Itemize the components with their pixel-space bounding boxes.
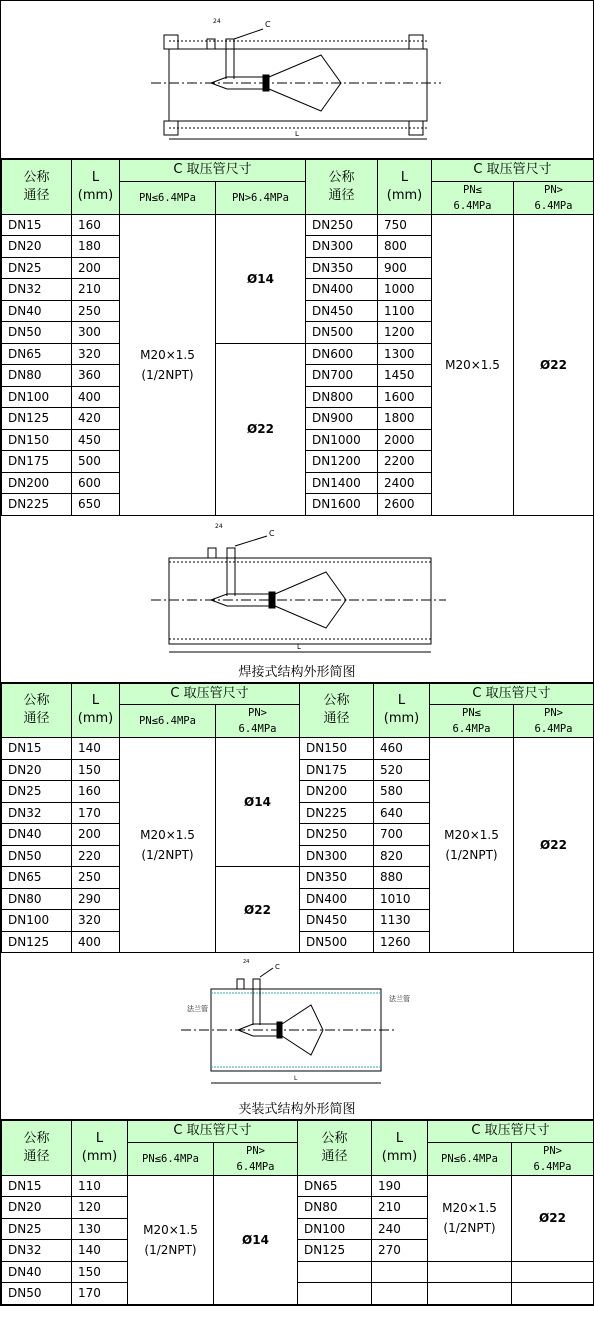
length-cell: 290 (72, 888, 120, 910)
table-row (2, 1283, 594, 1305)
header-l: L (mm) (374, 683, 430, 738)
length-cell: 1260 (374, 931, 430, 953)
dn-cell: DN500 (306, 322, 378, 344)
dim-label: 24 (213, 18, 221, 25)
length-cell: 270 (372, 1240, 428, 1262)
header-l: L (mm) (72, 160, 120, 215)
empty-cell (298, 1283, 372, 1305)
header-pn-high: PN>6.4MPa (216, 181, 306, 214)
dn-cell: DN50 (2, 1283, 72, 1305)
length-cell: 210 (72, 279, 120, 301)
header-dn: 公称 通径 (2, 1121, 72, 1176)
diameter-cell: Ø14 (216, 214, 306, 343)
dn-cell: DN350 (300, 867, 374, 889)
welded-drawing (1, 516, 593, 682)
dn-cell: DN50 (2, 322, 72, 344)
length-cell: 170 (72, 1283, 128, 1305)
length-cell: 300 (72, 322, 120, 344)
length-cell: 420 (72, 408, 120, 430)
dn-cell: DN20 (2, 1197, 72, 1219)
diameter-cell: Ø22 (216, 867, 300, 953)
dn-cell: DN400 (300, 888, 374, 910)
dn-cell: DN40 (2, 300, 72, 322)
length-cell: 750 (378, 214, 432, 236)
dn-cell: DN225 (300, 802, 374, 824)
dn-cell: DN700 (306, 365, 378, 387)
length-cell: 400 (72, 931, 120, 953)
dn-cell: DN15 (2, 1175, 72, 1197)
header-c: C 取压管尺寸 (432, 160, 594, 182)
thread-cell: M20×1.5 (1/2NPT) (120, 214, 216, 515)
header-l: L (mm) (372, 1121, 428, 1176)
dn-cell: DN15 (2, 738, 72, 760)
dn-cell: DN150 (300, 738, 374, 760)
flanged-structure-figure (1, 1, 593, 159)
dn-cell: DN65 (2, 343, 72, 365)
length-cell: 220 (72, 845, 120, 867)
welded-structure-figure (1, 516, 593, 683)
length-cell: 640 (374, 802, 430, 824)
length-cell: 170 (72, 802, 120, 824)
dn-cell: DN50 (2, 845, 72, 867)
l-label: L (295, 130, 299, 138)
dn-cell: DN150 (2, 429, 72, 451)
header-pn-low: PN≤6.4MPa (428, 1142, 512, 1175)
dn-cell: DN125 (298, 1240, 372, 1262)
dn-cell: DN32 (2, 279, 72, 301)
diameter-cell: Ø22 (512, 1175, 594, 1261)
header-dn: 公称 通径 (298, 1121, 372, 1176)
header-c: C 取压管尺寸 (430, 683, 594, 705)
clamp-drawing (1, 953, 593, 1119)
clamp-caption: 夹装式结构外形简图 (238, 1102, 356, 1117)
thread-cell: M20×1.5 (1/2NPT) (128, 1175, 214, 1304)
dn-cell: DN600 (306, 343, 378, 365)
empty-cell (428, 1283, 512, 1305)
empty-cell (298, 1261, 372, 1283)
header-pn-low: PN≤6.4MPa (128, 1142, 214, 1175)
header-pn-high: PN> 6.4MPa (214, 1142, 298, 1175)
dn-cell: DN100 (298, 1218, 372, 1240)
dn-cell: DN350 (306, 257, 378, 279)
length-cell: 160 (72, 214, 120, 236)
dn-cell: DN25 (2, 781, 72, 803)
flanged-drawing (1, 1, 593, 158)
dn-cell: DN40 (2, 824, 72, 846)
header-c: C 取压管尺寸 (428, 1121, 594, 1143)
dn-cell: DN900 (306, 408, 378, 430)
thread-cell: M20×1.5 (432, 214, 514, 515)
header-l: L (mm) (72, 1121, 128, 1176)
header-l: L (mm) (378, 160, 432, 215)
length-cell: 240 (372, 1218, 428, 1240)
header-dn: 公称 通径 (300, 683, 374, 738)
header-c: C 取压管尺寸 (128, 1121, 298, 1143)
dn-cell: DN80 (298, 1197, 372, 1219)
length-cell: 1130 (374, 910, 430, 932)
length-cell: 130 (72, 1218, 128, 1240)
header-pn-low: PN≤ 6.4MPa (432, 181, 514, 214)
dn-cell: DN400 (306, 279, 378, 301)
dn-cell: DN20 (2, 759, 72, 781)
length-cell: 150 (72, 759, 120, 781)
empty-cell (512, 1283, 594, 1305)
header-pn-low: PN≤6.4MPa (120, 181, 216, 214)
dn-cell: DN200 (2, 472, 72, 494)
length-cell: 200 (72, 824, 120, 846)
flanged-spec-table (1, 159, 594, 516)
diameter-cell: Ø22 (514, 214, 594, 515)
dn-cell: DN1200 (306, 451, 378, 473)
clamp-structure-figure (1, 953, 593, 1120)
length-cell: 140 (72, 738, 120, 760)
dn-cell: DN200 (300, 781, 374, 803)
dim-label: 24 (215, 522, 223, 530)
header-dn: 公称 通径 (2, 160, 72, 215)
length-cell: 800 (378, 236, 432, 258)
dn-cell: DN250 (306, 214, 378, 236)
table-row (2, 1175, 594, 1197)
dn-cell: DN20 (2, 236, 72, 258)
header-dn: 公称 通径 (2, 683, 72, 738)
length-cell: 320 (72, 343, 120, 365)
l-label: L (297, 642, 301, 651)
dn-cell: DN450 (300, 910, 374, 932)
length-cell: 820 (374, 845, 430, 867)
length-cell: 1300 (378, 343, 432, 365)
dn-cell: DN65 (2, 867, 72, 889)
length-cell: 180 (72, 236, 120, 258)
dn-cell: DN800 (306, 386, 378, 408)
length-cell: 500 (72, 451, 120, 473)
dn-cell: DN500 (300, 931, 374, 953)
length-cell: 1200 (378, 322, 432, 344)
thread-cell: M20×1.5 (1/2NPT) (430, 738, 514, 953)
dim-label: 24 (243, 959, 250, 965)
header-pn-low: PN≤ 6.4MPa (430, 705, 514, 738)
c-label: C (269, 528, 275, 538)
header-pn-low: PN≤6.4MPa (120, 705, 216, 738)
table-row (2, 738, 594, 760)
right-flange-label: 法兰管 (389, 995, 410, 1003)
length-cell: 580 (374, 781, 430, 803)
length-cell: 450 (72, 429, 120, 451)
length-cell: 1450 (378, 365, 432, 387)
dn-cell: DN250 (300, 824, 374, 846)
header-pn-high: PN> 6.4MPa (514, 181, 594, 214)
thread-cell: M20×1.5 (1/2NPT) (428, 1175, 512, 1261)
length-cell: 110 (72, 1175, 128, 1197)
length-cell: 2200 (378, 451, 432, 473)
dn-cell: DN300 (300, 845, 374, 867)
welded-spec-table (1, 683, 594, 954)
header-l: L (mm) (72, 683, 120, 738)
dn-cell: DN25 (2, 1218, 72, 1240)
left-flange-label: 法兰管 (187, 1005, 208, 1013)
dn-cell: DN32 (2, 802, 72, 824)
dn-cell: DN1400 (306, 472, 378, 494)
length-cell: 1800 (378, 408, 432, 430)
dn-cell: DN175 (300, 759, 374, 781)
dn-cell: DN225 (2, 494, 72, 516)
length-cell: 1600 (378, 386, 432, 408)
diameter-cell: Ø14 (216, 738, 300, 867)
dn-cell: DN125 (2, 931, 72, 953)
c-label: C (265, 20, 271, 29)
length-cell: 1100 (378, 300, 432, 322)
dn-cell: DN32 (2, 1240, 72, 1262)
header-pn-high: PN> 6.4MPa (512, 1142, 594, 1175)
thread-cell: M20×1.5 (1/2NPT) (120, 738, 216, 953)
diameter-cell: Ø22 (216, 343, 306, 515)
welded-caption: 焊接式结构外形简图 (238, 664, 356, 680)
length-cell: 1010 (374, 888, 430, 910)
dn-cell: DN1600 (306, 494, 378, 516)
dn-cell: DN450 (306, 300, 378, 322)
dn-cell: DN100 (2, 910, 72, 932)
dn-cell: DN300 (306, 236, 378, 258)
dn-cell: DN80 (2, 365, 72, 387)
empty-cell (428, 1261, 512, 1283)
length-cell: 150 (72, 1261, 128, 1283)
empty-cell (512, 1261, 594, 1283)
length-cell: 2000 (378, 429, 432, 451)
dn-cell: DN80 (2, 888, 72, 910)
empty-cell (372, 1283, 428, 1305)
dn-cell: DN65 (298, 1175, 372, 1197)
dn-cell: DN100 (2, 386, 72, 408)
length-cell: 400 (72, 386, 120, 408)
header-pn-high: PN> 6.4MPa (216, 705, 300, 738)
length-cell: 880 (374, 867, 430, 889)
length-cell: 190 (372, 1175, 428, 1197)
dn-cell: DN15 (2, 214, 72, 236)
length-cell: 250 (72, 867, 120, 889)
table-row (2, 214, 594, 236)
dn-cell: DN175 (2, 451, 72, 473)
diameter-cell: Ø22 (514, 738, 594, 953)
table-row (2, 1261, 594, 1283)
header-dn: 公称 通径 (306, 160, 378, 215)
empty-cell (372, 1261, 428, 1283)
length-cell: 700 (374, 824, 430, 846)
length-cell: 1000 (378, 279, 432, 301)
length-cell: 160 (72, 781, 120, 803)
length-cell: 900 (378, 257, 432, 279)
length-cell: 520 (374, 759, 430, 781)
length-cell: 250 (72, 300, 120, 322)
dn-cell: DN125 (2, 408, 72, 430)
header-pn-high: PN> 6.4MPa (514, 705, 594, 738)
length-cell: 210 (372, 1197, 428, 1219)
l-label: L (294, 1075, 298, 1082)
length-cell: 600 (72, 472, 120, 494)
length-cell: 120 (72, 1197, 128, 1219)
length-cell: 460 (374, 738, 430, 760)
dn-cell: DN40 (2, 1261, 72, 1283)
length-cell: 650 (72, 494, 120, 516)
header-c: C 取压管尺寸 (120, 683, 300, 705)
clamp-spec-table (1, 1120, 594, 1305)
diameter-cell: Ø14 (214, 1175, 298, 1304)
dn-cell: DN1000 (306, 429, 378, 451)
header-c: C 取压管尺寸 (120, 160, 306, 182)
length-cell: 200 (72, 257, 120, 279)
length-cell: 360 (72, 365, 120, 387)
length-cell: 140 (72, 1240, 128, 1262)
length-cell: 320 (72, 910, 120, 932)
length-cell: 2600 (378, 494, 432, 516)
length-cell: 2400 (378, 472, 432, 494)
c-label: C (275, 963, 280, 971)
dn-cell: DN25 (2, 257, 72, 279)
